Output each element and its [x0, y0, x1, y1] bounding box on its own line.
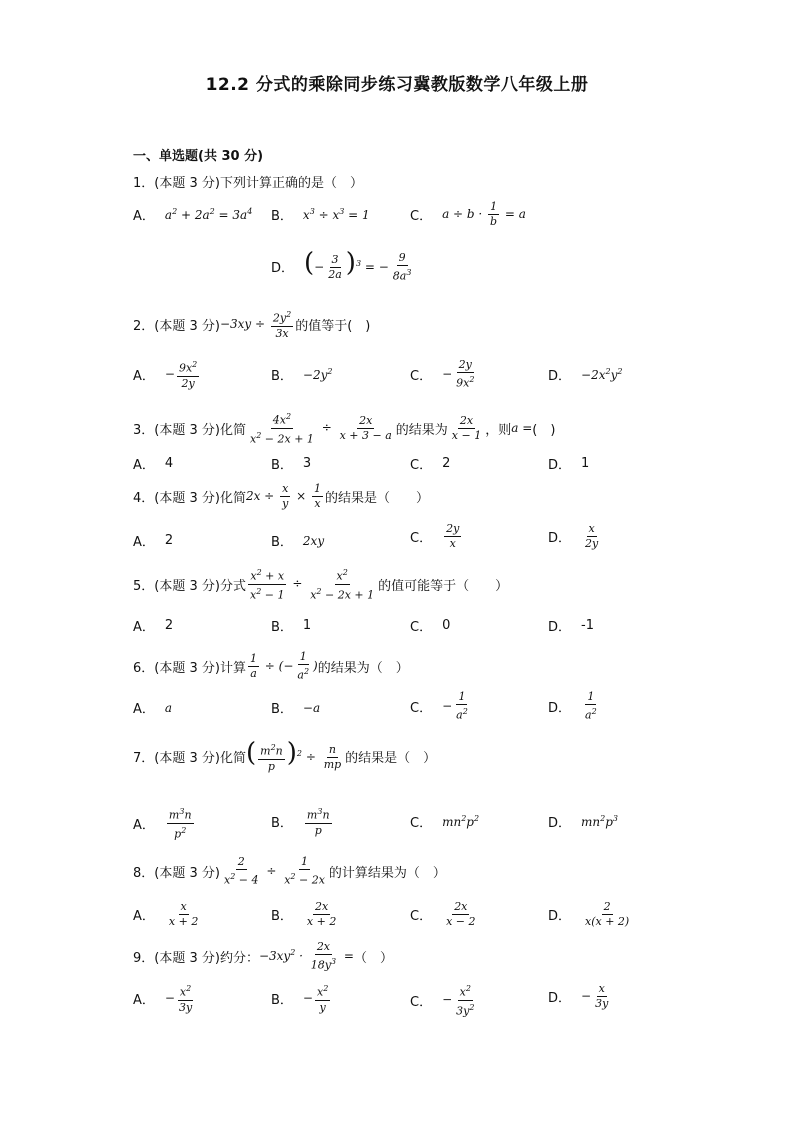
option-a[interactable]: A． $a^2 + 2a^2 = 3a^4$: [133, 207, 253, 224]
math-expression: $x^3 \div x^3 = 1$: [302, 207, 370, 222]
option-c[interactable]: C． − $\frac{1}{a^2}$: [410, 690, 468, 722]
option-d[interactable]: D． 1: [548, 456, 590, 473]
option-b[interactable]: B． 3: [271, 456, 312, 473]
option-a[interactable]: A． a: [133, 700, 173, 717]
option-a[interactable]: A． $\frac{m^3n}{p^2}$: [133, 807, 192, 841]
option-c[interactable]: C． $\frac{2x}{x - 2}$: [410, 900, 476, 928]
question-text: (本题 3 分)下列计算正确的是（ ）: [154, 176, 363, 191]
question-4: 4． (本题 3 分)化简 2x ÷ $\frac{x}{y}$ × $\frac{1}{x}$ 的结果是（ ）: [133, 482, 429, 510]
option-c[interactable]: C． $\frac{2y}{x}$: [410, 522, 460, 550]
option-a[interactable]: A． − $\frac{9x^2}{2y}$: [133, 360, 198, 390]
option-d[interactable]: D． $\frac{2}{x(x + 2)}$: [548, 900, 630, 928]
math-expression: a ÷ b · $\frac{1}{b}$ = a: [442, 200, 526, 228]
question-2: 2． (本题 3 分) −3xy ÷ $\frac{2y^2}{3x}$ 的值等于( ): [133, 310, 371, 340]
option-a[interactable]: A． − $\frac{x^2}{3y}$: [133, 984, 193, 1014]
math-expression: $\frac{x^2 + x}{x^2 - 1}$ ÷ $\frac{x^2}{x^2 - 2x + 1}$: [249, 568, 375, 602]
option-c[interactable]: C． − $\frac{2y}{9x^2}$: [410, 358, 475, 390]
math-expression: $a^2 + 2a^2 = 3a^4$: [164, 207, 253, 222]
option-a[interactable]: A． 2: [133, 533, 174, 550]
option-b[interactable]: B． $x^3 \div x^3 = 1$: [271, 207, 370, 224]
math-expression: (− $\frac{3}{2a}$ )$^3$ = − $\frac{9}{8a^3}$: [304, 248, 412, 283]
option-b[interactable]: B． −a: [271, 700, 321, 717]
option-b[interactable]: B． $\frac{m^3n}{p}$: [271, 807, 330, 837]
math-expression: $\frac{1}{a}$ ÷ (− $\frac{1}{a^2}$ ): [249, 650, 318, 682]
math-expression: $\frac{2}{x^2 - 4}$ ÷ $\frac{1}{x^2 - 2x}$: [223, 855, 325, 887]
question-number: 1．: [133, 176, 155, 191]
question-1: [133, 172, 363, 191]
math-expression: ( $\frac{m^2n}{p}$ )$^2$ ÷ $\frac{n}{mp}$: [245, 738, 342, 773]
option-b[interactable]: B． $\frac{2x}{x + 2}$: [271, 900, 337, 928]
option-a[interactable]: A． 4: [133, 456, 174, 473]
question-9: 9． (本题 3 分)约分： $-3xy^2$ · $\frac{2x}{18y^3}$ = （ ）: [133, 940, 393, 972]
option-a[interactable]: A． $\frac{x}{x + 2}$: [133, 900, 199, 928]
math-expression: −3xy ÷ $\frac{2y^2}{3x}$: [219, 310, 292, 340]
option-d[interactable]: D． (− $\frac{3}{2a}$ )$^3$ = − $\frac{9}{8a^3}$: [271, 250, 415, 284]
option-a[interactable]: A． 2: [133, 618, 174, 635]
question-7: 7． (本题 3 分)化简 ( $\frac{m^2n}{p}$ )$^2$ ÷ $\frac{n}{mp}$ 的结果是（ ）: [133, 738, 437, 773]
option-b[interactable]: B． − $\frac{x^2}{y}$: [271, 984, 329, 1014]
question-6: 6． (本题 3 分)计算 $\frac{1}{a}$ ÷ (− $\frac{1}{a^2}$ ) 的结果为（ ）: [133, 650, 409, 682]
math-expression: 2x ÷ $\frac{x}{y}$ × $\frac{1}{x}$: [245, 482, 321, 510]
question-3: 3． (本题 3 分)化简 $\frac{4x^2}{x^2 - 2x + 1}$ ÷ $\frac{2x}{x + 3 - a}$ 的结果为 $\frac{2x}{x - 1}$ ，则 a = ( ): [133, 412, 556, 446]
option-d[interactable]: D． $\frac{x}{2y}$: [548, 522, 599, 550]
page-title: 12.2 分式的乘除同步练习冀教版数学八年级上册: [205, 75, 589, 95]
question-8: 8． (本题 3 分) $\frac{2}{x^2 - 4}$ ÷ $\frac{1}{x^2 - 2x}$ 的计算结果为（ ）: [133, 855, 446, 887]
option-c[interactable]: C． a ÷ b · $\frac{1}{b}$ = a: [410, 200, 526, 228]
math-expression: $\frac{4x^2}{x^2 - 2x + 1}$ ÷ $\frac{2x}{x + 3 - a}$: [249, 412, 392, 446]
option-d[interactable]: D． $mn^2p^3$: [548, 814, 618, 831]
question-5: 5． (本题 3 分)分式 $\frac{x^2 + x}{x^2 - 1}$ ÷ $\frac{x^2}{x^2 - 2x + 1}$ 的值可能等于（ ）: [133, 568, 509, 602]
option-b[interactable]: B． 1: [271, 618, 312, 635]
option-b[interactable]: B． 2xy: [271, 533, 325, 550]
option-d[interactable]: D． $\frac{1}{a^2}$: [548, 690, 597, 722]
option-c[interactable]: C． 0: [410, 618, 451, 635]
option-c[interactable]: C． − $\frac{x^2}{3y^2}$: [410, 984, 475, 1018]
option-c[interactable]: C． 2: [410, 456, 451, 473]
option-d[interactable]: D． -1: [548, 618, 594, 635]
option-d[interactable]: D． $-2x^2y^2$: [548, 367, 623, 384]
option-d[interactable]: D． − $\frac{x}{3y}$: [548, 982, 609, 1010]
section-heading: 一、单选题(共 30 分): [133, 149, 264, 164]
option-c[interactable]: C． $mn^2p^2$: [410, 814, 480, 831]
option-b[interactable]: B． $-2y^2$: [271, 367, 333, 384]
math-expression: $-3xy^2$ · $\frac{2x}{18y^3}$ =: [258, 940, 354, 972]
